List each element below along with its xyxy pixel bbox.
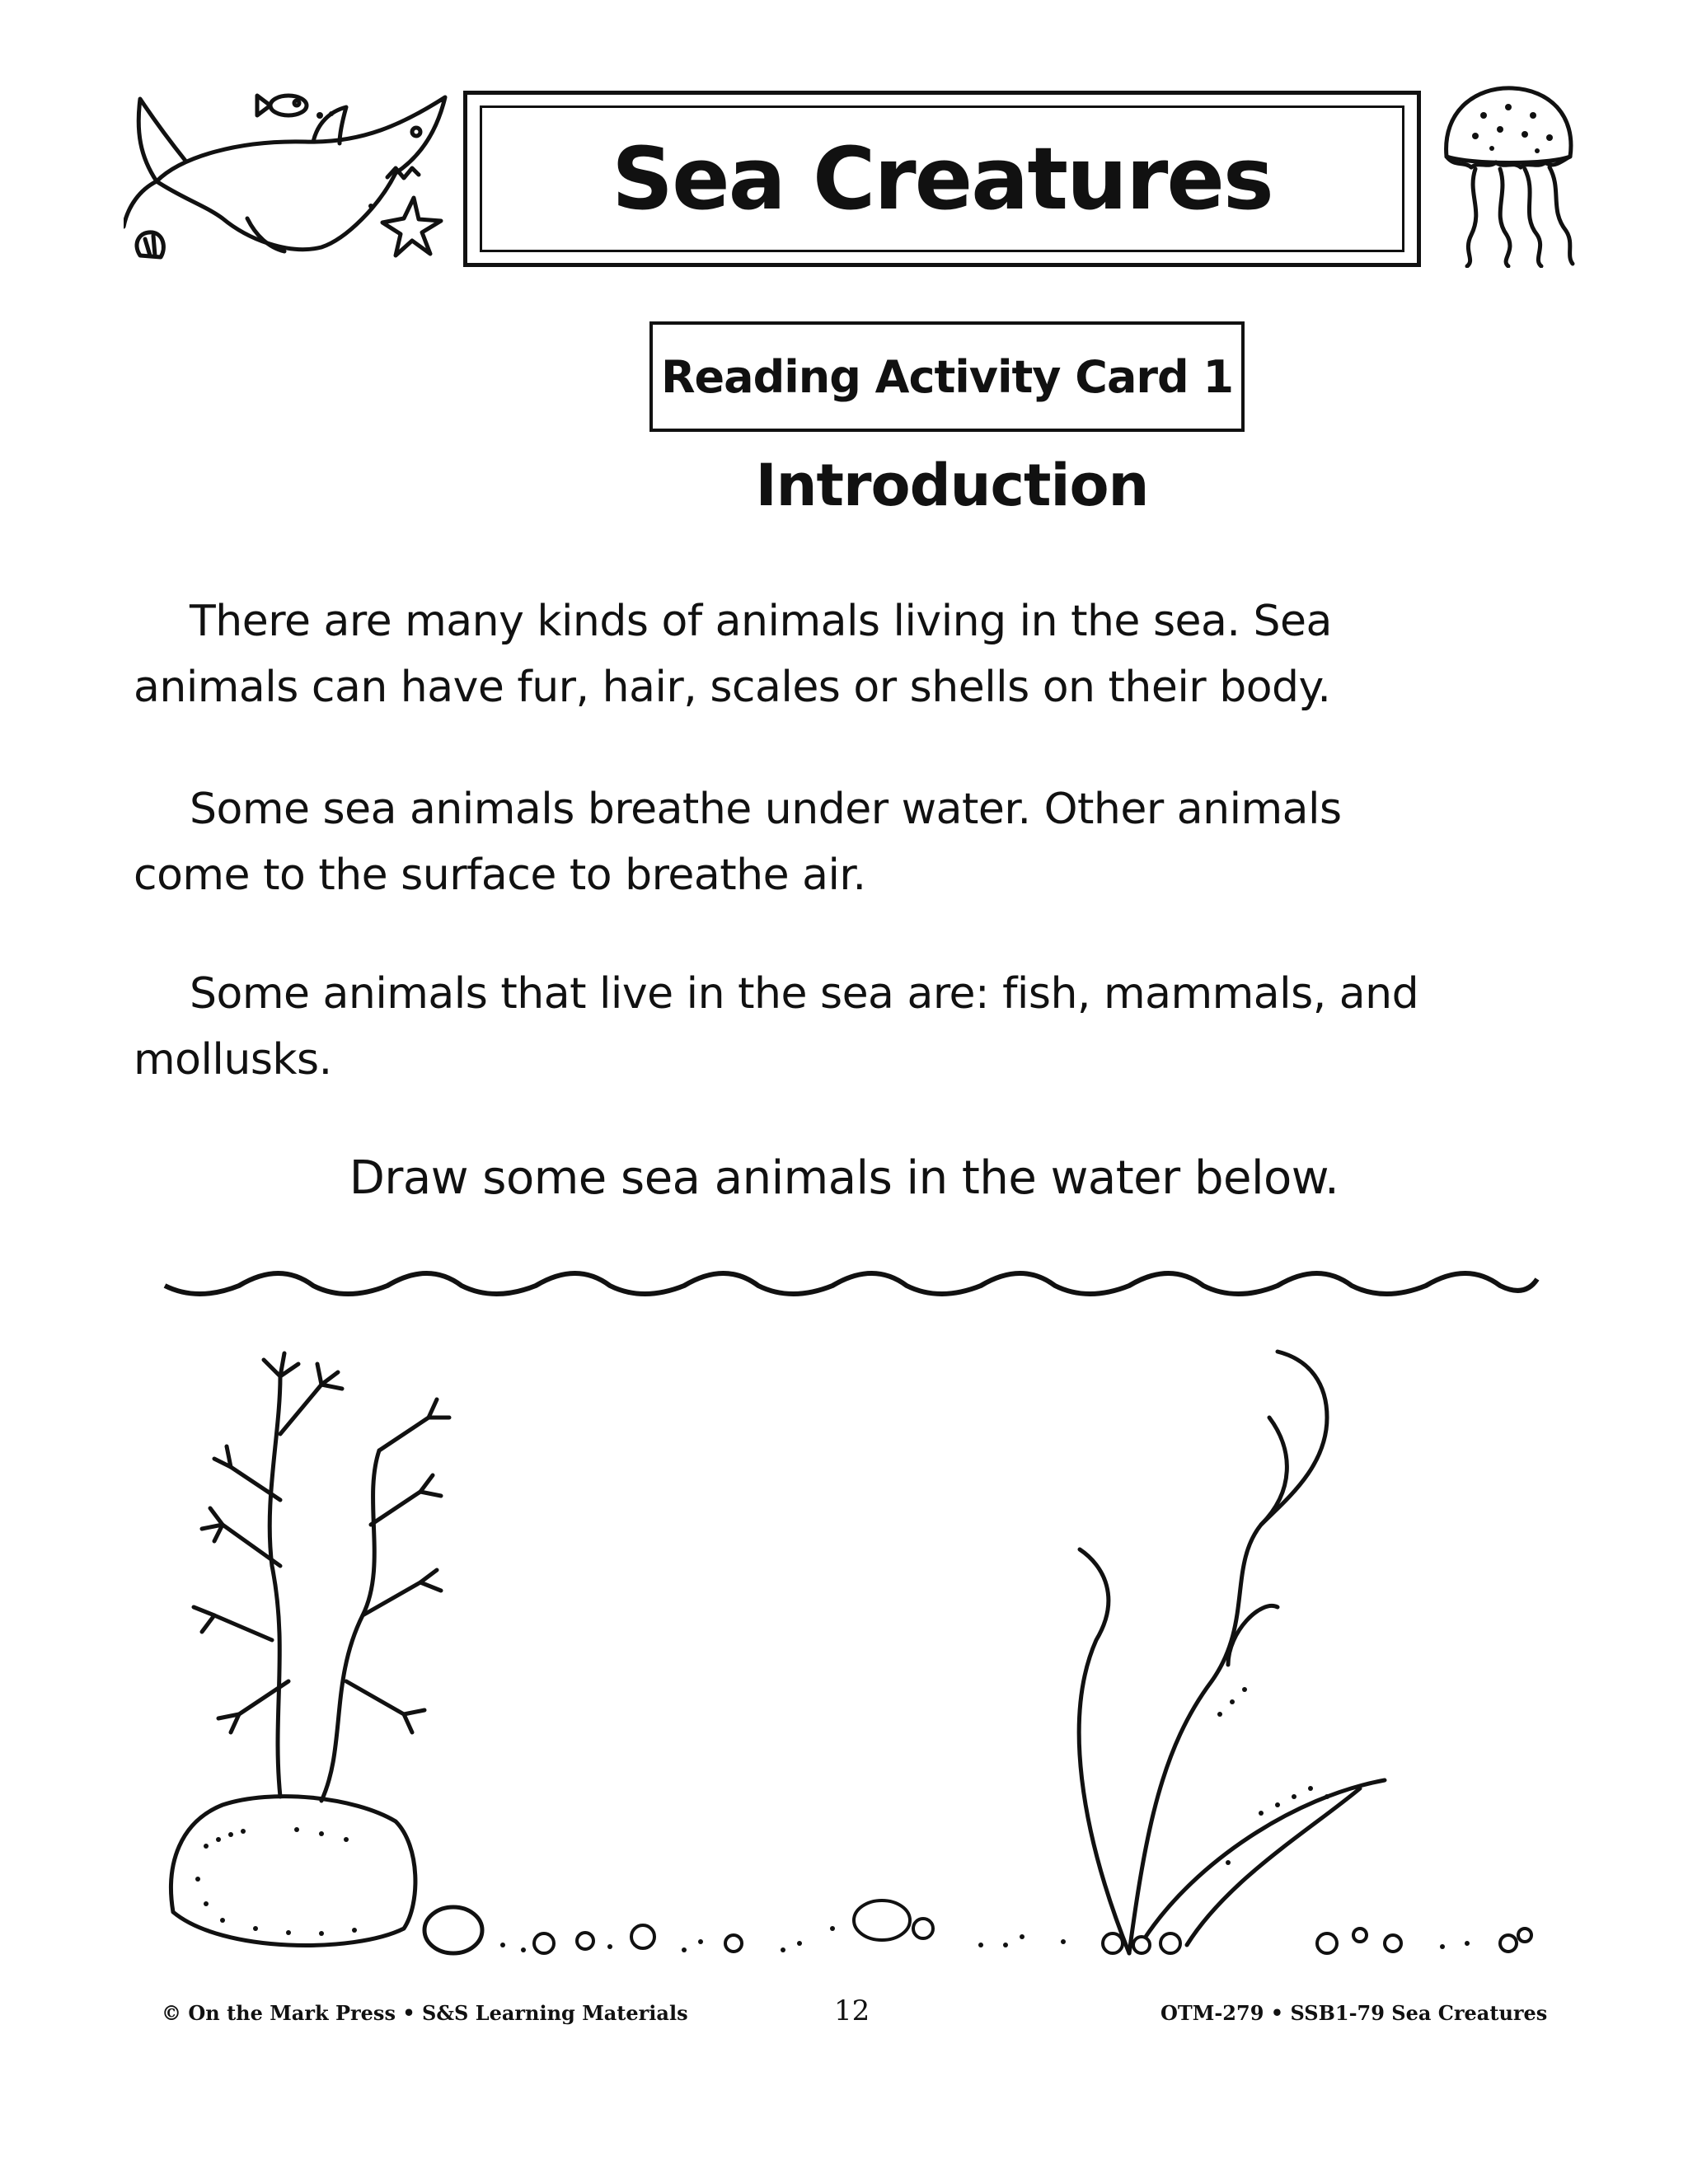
paragraph-line: Some sea animals breathe under water. Other animals	[190, 785, 1342, 834]
footer-product-code: OTM-279 • SSB1-79 Sea Creatures	[1160, 2001, 1548, 2025]
paragraph-line: animals can have fur, hair, scales or shells on their body.	[134, 663, 1331, 712]
page-number: 12	[834, 1994, 870, 2027]
activity-card-label-box	[649, 321, 1245, 432]
page-title: Sea Creatures	[612, 129, 1273, 229]
paragraph-line: There are many kinds of animals living in the sea. Sea	[190, 597, 1332, 646]
pebbles-illustration-icon	[534, 1900, 1531, 1953]
paragraph-line: come to the surface to breathe air.	[134, 851, 866, 900]
paragraph-2	[134, 776, 1535, 908]
seaweed-rock-illustration-icon	[171, 1353, 483, 1953]
title-frame	[480, 105, 1404, 252]
paragraph-1	[134, 588, 1535, 720]
kelp-illustration-icon	[1079, 1352, 1385, 1953]
footer-copyright: © On the Mark Press • S&S Learning Materials	[162, 2001, 688, 2025]
section-heading: Introduction	[755, 452, 1149, 519]
activity-card-label: Reading Activity Card 1	[660, 350, 1234, 403]
paragraph-3	[134, 961, 1535, 1093]
paragraph-line: mollusks.	[134, 1035, 332, 1085]
water-surface-wave	[165, 1273, 1537, 1294]
jellyfish-illustration-icon	[1434, 78, 1582, 268]
paragraph-line: Some animals that live in the sea are: fish, mammals, and	[190, 969, 1419, 1019]
shark-illustration-icon	[124, 82, 470, 264]
drawing-instruction: Draw some sea animals in the water below.	[349, 1151, 1339, 1205]
drawing-area[interactable]	[157, 1253, 1558, 1994]
